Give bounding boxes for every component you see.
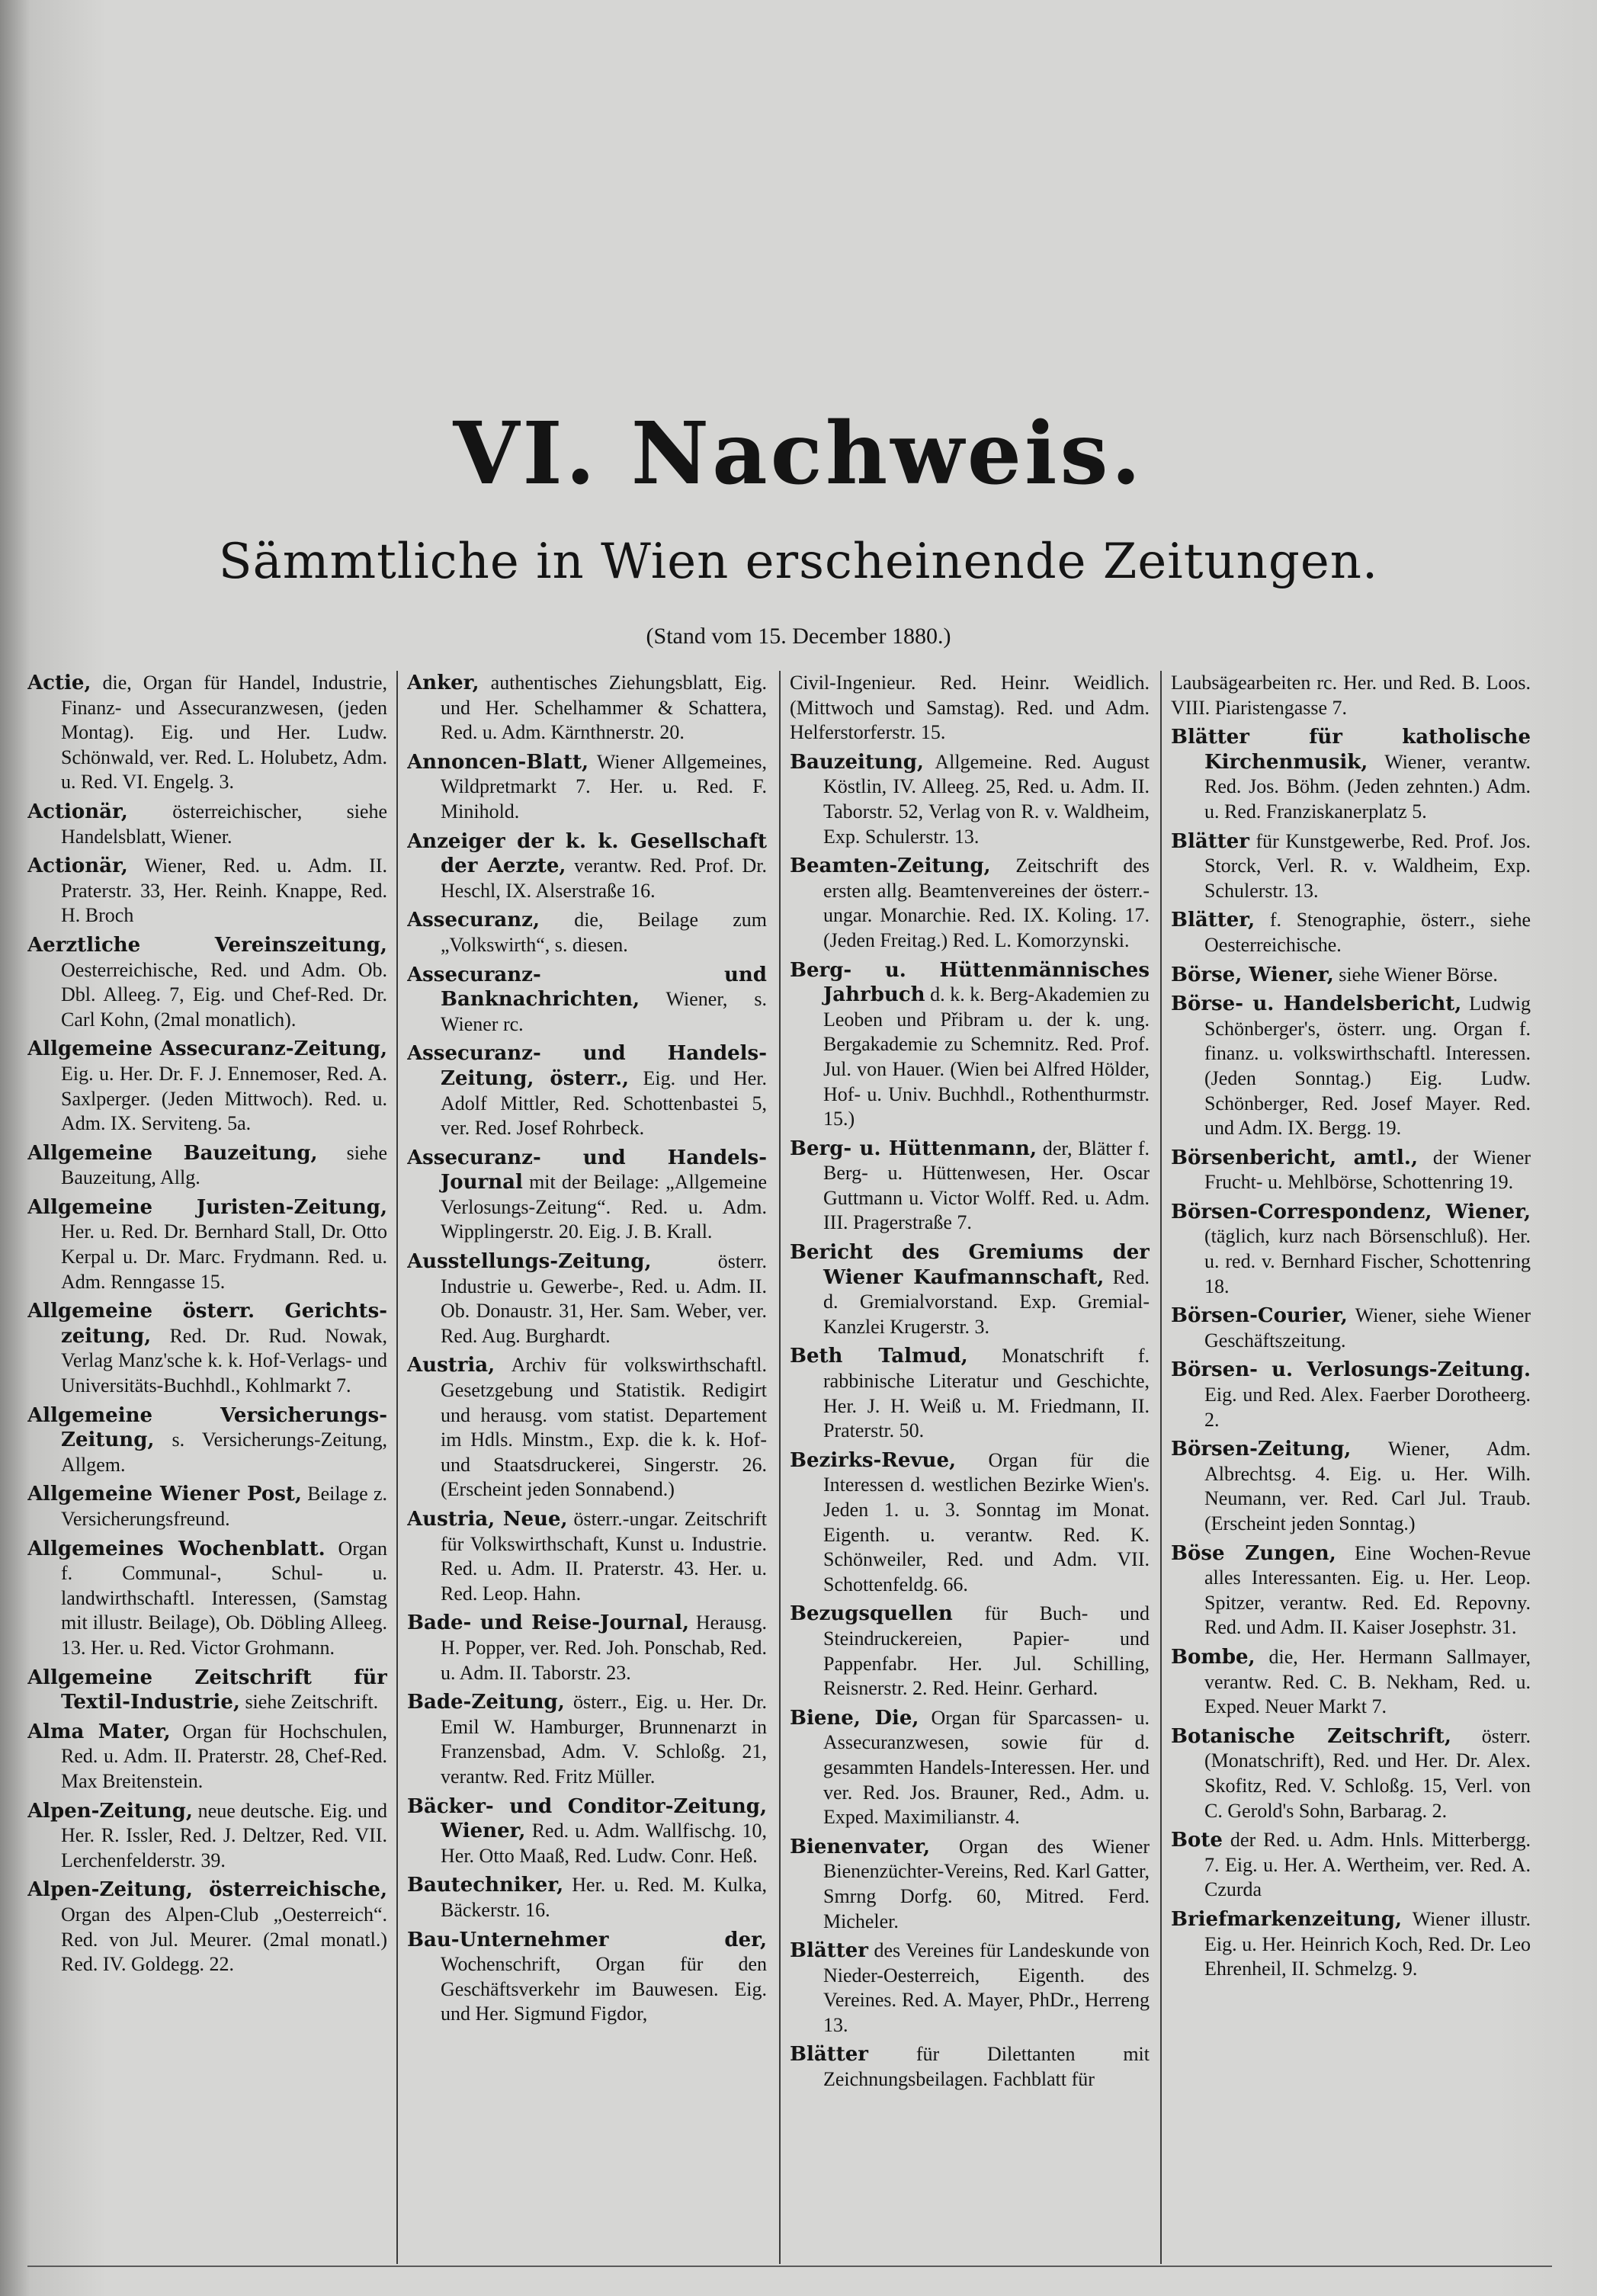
directory-entry xyxy=(407,750,767,825)
directory-entry xyxy=(407,1507,767,1606)
directory-entry xyxy=(790,1835,1150,1934)
entry-title: Anker, xyxy=(407,672,479,694)
entry-title: Berg- u. Hüttenmännisches Jahrbuch xyxy=(790,958,1150,1007)
entry-text: Herausg. H. Popper, ver. Red. Joh. Ponschab, Red. u. Adm. II. Taborstr. 23. xyxy=(441,1611,767,1684)
directory-entry xyxy=(27,1403,387,1478)
directory-entry xyxy=(1171,1146,1531,1195)
entry-title: Assecuranz- und Handels-Journal xyxy=(407,1146,767,1194)
entry-text: Red. Dr. Rud. Nowak, Verlag Manz'sche k. k. Hof-Verlags- und Universitäts-Buchhdl., Kohlmarkt 7. xyxy=(61,1324,387,1397)
directory-entry xyxy=(790,2042,1150,2092)
entry-title: Alma Mater, xyxy=(27,1720,171,1743)
directory-entry xyxy=(407,1690,767,1789)
entry-text: Wiener illustr. Eig. u. Her. Heinrich Koch, Red. Dr. Leo Ehrenheil, II. Schmelzg. 9. xyxy=(1204,1907,1531,1980)
entry-title: Botanische Zeitschrift, xyxy=(1171,1724,1451,1748)
entry-text: Zeitschrift des ersten allg. Beamtenvereines der österr.-ungar. Monarchie. Red. IX. Koling. 17. (Jeden Freitag.) Red. L. Komorzynski. xyxy=(823,855,1150,951)
entry-text: die, Beilage zum „Volkswirth“, s. diesen. xyxy=(441,909,767,956)
directory-entry xyxy=(27,671,387,795)
entry-text: Archiv für volkswirthschaftl. Gesetzgebung und Statistik. Redigirt und herausg. vom statist. Departement im Hdls. Minstm., Exp. die k. k. Hof- und Staatsdruckerei, Singerstr. 26. (Erscheint jeden Sonnabend.) xyxy=(441,1354,767,1501)
directory-entry xyxy=(27,1666,387,1715)
entry-title: Börsenbericht, amtl., xyxy=(1171,1146,1418,1169)
directory-entry xyxy=(1171,1358,1531,1432)
entry-text: österr. Industrie u. Gewerbe-, Red. u. Adm. II. Ob. Donaustr. 31, Her. Sam. Weber, ver. Red. Aug. Burghardt. xyxy=(441,1250,767,1347)
entry-title: Austria, Neue, xyxy=(407,1508,568,1531)
entry-title: Bezirks-Revue, xyxy=(790,1448,957,1472)
entry-title: Bericht des Gremiums der Wiener Kaufmannschaft, xyxy=(790,1241,1150,1289)
entry-text: Organ für Sparcassen- u. Assecuranzwesen, sowie für d. gesammten Handels-Interessen. Her. und ver. Red. Jos. Brauner, Red., Adm. u. Exped. Maximilianstr. 4. xyxy=(823,1706,1150,1829)
entry-title: Bauzeitung, xyxy=(790,750,924,774)
directory-entry xyxy=(1171,829,1531,904)
directory-entry xyxy=(407,1249,767,1348)
entry-text: authentisches Ziehungsblatt, Eig. und Her. Schelhammer & Schattera, Red. u. Adm. Kärnthnerstr. 20. xyxy=(441,672,767,744)
entry-title: Bienenvater, xyxy=(790,1835,931,1858)
entry-title: Assecuranz- und Handels-Zeitung, österr., xyxy=(407,1042,767,1090)
entry-text: österr. (Monatschrift), Red. und Her. Dr. Alex. Skofitz, Red. V. Schloßg. 15, Verl. von C. Gerold's Sohn, Barbarag. 2. xyxy=(1204,1724,1531,1822)
entry-title: Beamten-Zeitung, xyxy=(790,855,991,878)
entry-text: die, Organ für Handel, Industrie, Finanz- und Assecuranzwesen, (jeden Montag). Eig. und Her. Ludw. Schönwald, ver. Red. L. Holubetz, Adm. u. Red. VI. Engelg. 3. xyxy=(61,672,387,794)
directory-entry xyxy=(1171,1828,1531,1903)
entry-title: Actie, xyxy=(27,672,91,694)
column-rule xyxy=(396,671,398,2264)
directory-entry xyxy=(1171,908,1531,957)
column-2 xyxy=(407,671,767,2264)
entry-text: Monatschrift f. rabbinische Literatur und Geschichte, Her. J. H. Weiß u. M. Friedmann, II. Praterstr. 50. xyxy=(823,1345,1150,1442)
entry-text: der Wiener Frucht- u. Mehlbörse, Schottenring 19. xyxy=(1204,1146,1531,1194)
directory-entry xyxy=(790,1602,1150,1701)
entry-title: Bade- und Reise-Journal, xyxy=(407,1611,690,1635)
directory-entry xyxy=(27,1720,387,1794)
entry-text: f. Stenographie, österr., siehe Oesterreichische. xyxy=(1204,909,1531,956)
entry-text: der, Blätter f. Berg- u. Hüttenwesen, Her. Oscar Guttmann u. Victor Wolff. Red. u. Adm. III. Pragerstraße 7. xyxy=(823,1137,1150,1234)
entry-text: verantw. Red. Prof. Dr. Heschl, IX. Alserstraße 16. xyxy=(441,855,767,902)
entry-text: österreichischer, siehe Handelsblatt, Wiener. xyxy=(61,800,387,848)
entry-title: Börsen-Courier, xyxy=(1171,1304,1348,1328)
directory-entry xyxy=(407,1873,767,1922)
entry-title: Austria, xyxy=(407,1354,495,1377)
directory-entry xyxy=(1171,1200,1531,1299)
directory-entry xyxy=(27,1799,387,1874)
directory-entry xyxy=(790,1938,1150,2038)
directory-entry xyxy=(407,1041,767,1140)
entry-text: Ludwig Schönberger's, österr. ung. Organ f. finanz. u. volkswirthschaftl. Interessen. (Jeden Sonntag.) Eig. Ludw. Schönberger, Red. Josef Mayer. Red. und Adm. IX. Bergg. 19. xyxy=(1204,992,1531,1140)
entry-title: Bau-Unternehmer der, xyxy=(407,1928,767,1951)
directory-entry xyxy=(1171,1304,1531,1353)
entry-title: Böse Zungen, xyxy=(1171,1541,1336,1565)
entry-text: Wiener, Red. u. Adm. II. Praterstr. 33, Her. Reinh. Knappe, Red. H. Broch xyxy=(61,855,387,927)
entry-title: Assecuranz, xyxy=(407,909,540,932)
directory-entry xyxy=(790,854,1150,953)
entry-text: Red. d. Gremialvorstand. Exp. Gremial-Kanzlei Krugerstr. 3. xyxy=(823,1265,1150,1338)
entry-title: Börsen-Correspondenz, Wiener, xyxy=(1171,1200,1531,1223)
entry-text: Eig. u. Her. Dr. F. J. Ennemoser, Red. A. Saxlperger. (Jeden Mittwoch). Red. u. Adm. IX. Serviteng. 5a. xyxy=(61,1062,387,1135)
directory-entry xyxy=(1171,725,1531,824)
entry-text: Organ für Hochschulen, Red. u. Adm. II. Praterstr. 28, Chef-Red. Max Breitenstein. xyxy=(61,1720,387,1792)
directory-entry xyxy=(1171,1437,1531,1536)
entry-text: Her. u. Red. Dr. Bernhard Stall, Dr. Otto Kerpal u. Dr. Marc. Frydmann. Red. u. Adm. Renngasse 15. xyxy=(61,1220,387,1293)
entry-title: Actionär, xyxy=(27,800,128,823)
page-title: VI. Nachweis. xyxy=(453,404,1144,504)
entry-text: mit der Beilage: „Allgemeine Verlosungs-Zeitung“. Red. u. Adm. Wipplingerstr. 20. Eig. J. B. Krall. xyxy=(441,1171,767,1243)
directory-entry xyxy=(1171,1541,1531,1640)
entry-title: Beth Talmud, xyxy=(790,1345,968,1368)
entry-title: Börsen-Zeitung, xyxy=(1171,1438,1352,1461)
directory-entry xyxy=(1171,1645,1531,1720)
entry-text: für Buch- und Steindruckereien, Papier- und Pappenfabr. Her. Jul. Schilling, Reisnerstr. 2. Red. Heinr. Gerhard. xyxy=(823,1602,1150,1700)
date-line: (Stand vom 15. December 1880.) xyxy=(646,624,951,649)
entry-title: Annoncen-Blatt, xyxy=(407,750,589,774)
entry-text: Wiener Allgemeines, Wildpretmarkt 7. Her. u. Red. F. Minihold. xyxy=(441,750,767,823)
entry-text: für Kunstgewerbe, Red. Prof. Jos. Storck, Verl. R. v. Waldheim, Exp. Schulerstr. 13. xyxy=(1204,829,1531,902)
directory-entry xyxy=(790,1448,1150,1598)
directory-entry xyxy=(407,829,767,904)
entry-title: Bautechniker, xyxy=(407,1874,564,1897)
directory-entry xyxy=(1171,671,1531,720)
entry-text: Wiener, verantw. Red. Jos. Böhm. (Jeden zehnten.) Adm. u. Red. Franziskanerplatz 5. xyxy=(1204,750,1531,823)
entry-text: (täglich, kurz nach Börsenschluß). Her. u. red. v. Bernhard Fischer, Schottenring 18. xyxy=(1204,1225,1531,1297)
directory-entry xyxy=(407,908,767,957)
entry-title: Börsen- u. Verlosungs-Zeitung. xyxy=(1171,1358,1531,1382)
column-4 xyxy=(1171,671,1531,2264)
directory-entry xyxy=(407,1611,767,1685)
entry-text: der Red. u. Adm. Hnls. Mitterbergg. 7. Eig. u. Her. A. Wertheim, ver. Red. A. Czurda xyxy=(1204,1829,1531,1901)
entry-title: Börse, Wiener, xyxy=(1171,963,1334,986)
entry-text: s. Versicherungs-Zeitung, Allgem. xyxy=(61,1429,387,1476)
directory-entry xyxy=(790,750,1150,849)
entry-text: Wiener, Adm. Albrechtsg. 4. Eig. u. Her. Wilh. Neumann, ver. Red. Carl Jul. Traub. (Erscheint jeden Sonntag.) xyxy=(1204,1438,1531,1534)
entry-text: Eig. und Her. Adolf Mittler, Red. Schottenbastei 5, ver. Red. Josef Rohrbeck. xyxy=(441,1066,767,1140)
column-1 xyxy=(27,671,387,2264)
directory-entry xyxy=(407,671,767,746)
directory-entry xyxy=(27,800,387,849)
directory-entry xyxy=(27,854,387,928)
column-rule xyxy=(1160,671,1162,2264)
directory-entry xyxy=(1171,992,1531,1141)
entry-title: Blätter, xyxy=(1171,909,1255,932)
entry-title: Ausstellungs-Zeitung, xyxy=(407,1250,652,1274)
newspaper-directory xyxy=(27,671,1552,2264)
entry-title: Blätter xyxy=(1171,829,1249,853)
entry-title: Börse- u. Handelsbericht, xyxy=(1171,992,1462,1016)
entry-title: Assecuranz- und Banknachrichten, xyxy=(407,963,767,1012)
entry-title: Allgemeine Zeitschrift für Textil-Industrie, xyxy=(27,1666,387,1714)
entry-title: Bade-Zeitung, xyxy=(407,1691,565,1714)
entry-text: Red. u. Adm. Wallfischg. 10, Her. Otto Maaß, Red. Ludw. Conr. Heß. xyxy=(441,1820,767,1867)
entry-title: Blätter xyxy=(790,1939,868,1963)
entry-text: siehe Bauzeitung, Allg. xyxy=(61,1141,387,1189)
entry-text: Wochenschrift, Organ für den Geschäftsverkehr im Bauwesen. Eig. und Her. Sigmund Figdor, xyxy=(441,1953,767,2025)
entry-title: Bombe, xyxy=(1171,1645,1255,1669)
directory-entry xyxy=(27,1482,387,1531)
entry-text: die, Her. Hermann Sallmayer, verantw. Red. C. B. Nekham, Red. u. Exped. Neuer Markt 7. xyxy=(1204,1645,1531,1718)
entry-title: Allgemeine österr. Gerichts-zeitung, xyxy=(27,1300,387,1348)
entry-text: Oesterreichische, Red. und Adm. Ob. Dbl. Alleeg. 7, Eig. und Chef-Red. Dr. Carl Kohn, (2mal monatlich). xyxy=(61,958,387,1031)
entry-text: Wiener, siehe Wiener Geschäftszeitung. xyxy=(1204,1304,1531,1352)
entry-text: für Dilettanten mit Zeichnungsbeilagen. Fachblatt für xyxy=(823,2043,1150,2091)
directory-entry xyxy=(27,1037,387,1136)
directory-entry xyxy=(790,1706,1150,1830)
entry-title: Blätter xyxy=(790,2043,868,2067)
entry-text: Civil-Ingenieur. Red. Heinr. Weidlich. (Mittwoch und Samstag). Red. und Adm. Helferstorferstr. 15. xyxy=(790,672,1150,744)
entry-title: Bezugsquellen xyxy=(790,1602,953,1626)
directory-entry xyxy=(27,1141,387,1191)
directory-entry xyxy=(27,1195,387,1294)
entry-title: Biene, Die, xyxy=(790,1706,919,1730)
directory-entry xyxy=(27,1537,387,1661)
entry-title: Allgemeine Wiener Post, xyxy=(27,1483,302,1506)
directory-entry xyxy=(790,1344,1150,1443)
entry-text: Beilage z. Versicherungsfreund. xyxy=(61,1483,387,1530)
entry-title: Allgemeine Versicherungs-Zeitung, xyxy=(27,1403,387,1452)
entry-text: siehe Zeitschrift. xyxy=(245,1691,379,1714)
entry-text: des Vereines für Landeskunde von Nieder-Oesterreich, Eigenth. des Vereines. Red. A. Mayer, PhDr., Herreng 13. xyxy=(823,1939,1150,2036)
directory-entry xyxy=(407,963,767,1037)
entry-title: Bäcker- und Conditor-Zeitung, Wiener, xyxy=(407,1794,767,1843)
directory-entry xyxy=(407,1146,767,1245)
column-3 xyxy=(790,671,1150,2264)
entry-title: Blätter für katholische Kirchenmusik, xyxy=(1171,726,1531,774)
directory-entry xyxy=(1171,1724,1531,1823)
entry-text: Eig. und Red. Alex. Faerber Dorotheerg. 2. xyxy=(1204,1384,1531,1431)
directory-entry xyxy=(407,1794,767,1869)
entry-text: Organ des Wiener Bienenzüchter-Vereins, Red. Karl Gatter, Smrng Dorfg. 60, Mitred. Ferd. Micheler. xyxy=(823,1835,1150,1932)
entry-text: Allgemeine. Red. August Köstlin, IV. Alleeg. 25, Red. u. Adm. II. Taborstr. 52, Verlag von R. v. Waldheim, Exp. Schulerstr. 13. xyxy=(823,750,1150,848)
directory-entry xyxy=(790,671,1150,746)
entry-text: Organ des Alpen-Club „Oesterreich“. Red. von Jul. Meurer. (2mal monatl.) Red. IV. Goldegg. 22. xyxy=(61,1903,387,1976)
entry-text: neue deutsche. Eig. und Her. R. Issler, Red. J. Deltzer, Red. VII. Lerchenfelderstr. 39. xyxy=(61,1799,387,1871)
entry-title: Briefmarkenzeitung, xyxy=(1171,1907,1403,1931)
entry-text: Organ f. Communal-, Schul- u. landwirthschaftl. Interessen, (Samstag mit illustr. Beilage), Ob. Döbling Alleeg. 13. Her. u. Red. Victor Grohmann. xyxy=(61,1537,387,1659)
entry-text: Laubsägearbeiten rc. Her. und Red. B. Loos. VIII. Piaristengasse 7. xyxy=(1171,672,1531,719)
directory-entry xyxy=(1171,963,1531,988)
page-subtitle: Sämmtliche in Wien erscheinende Zeitungen. xyxy=(218,534,1379,590)
bottom-rule xyxy=(27,2266,1552,2267)
directory-entry xyxy=(790,958,1150,1132)
column-rule xyxy=(779,671,781,2264)
entry-title: Allgemeine Assecuranz-Zeitung, xyxy=(27,1037,387,1061)
entry-text: d. k. k. Berg-Akademien zu Leoben und Přibram u. der k. ung. Bergakademie zu Schemnitz. Red. Prof. Jul. von Hauer. (Wien bei Alfred Hölder, Hof- u. Univ. Buchhdl., Rothenthurmstr. 15.) xyxy=(823,983,1150,1130)
directory-entry xyxy=(790,1240,1150,1339)
entry-title: Actionär, xyxy=(27,855,128,878)
directory-entry xyxy=(407,1928,767,2027)
entry-title: Alpen-Zeitung, österreichische, xyxy=(27,1878,387,1902)
entry-title: Berg- u. Hüttenmann, xyxy=(790,1137,1037,1160)
entry-title: Aerztliche Vereinszeitung, xyxy=(27,933,387,957)
directory-entry xyxy=(27,1878,387,1977)
entry-text: Organ für die Interessen d. westlichen Bezirke Wien's. Jeden 1. u. 3. Sonntag im Monat. Eigenth. u. verantw. Red. K. Schönweiler, Red. und Adm. VII. Schottenfeldg. 66. xyxy=(823,1448,1150,1595)
entry-text: österr.-ungar. Zeitschrift für Volkswirthschaft, Kunst u. Industrie. Red. u. Adm. II. Praterstr. 43. Her. u. Red. Leop. Hahn. xyxy=(441,1508,767,1605)
directory-entry xyxy=(1171,1907,1531,1982)
entry-title: Alpen-Zeitung, xyxy=(27,1799,193,1823)
directory-entry xyxy=(407,1353,767,1502)
entry-text: Wiener, s. Wiener rc. xyxy=(441,988,767,1035)
entry-text: Her. u. Red. M. Kulka, Bäckerstr. 16. xyxy=(441,1874,767,1921)
entry-title: Bote xyxy=(1171,1829,1223,1852)
entry-text: österr., Eig. u. Her. Dr. Emil W. Hamburger, Brunnenarzt in Franzensbad, Adm. V. Schloßg. 21, verantw. Red. Fritz Müller. xyxy=(441,1691,767,1788)
entry-text: Eine Wochen-Revue alles Interessanten. Eig. u. Her. Leop. Spitzer, verantw. Red. Ed. Repovny. Red. und Adm. II. Kaiser Josephstr. 31. xyxy=(1204,1541,1531,1639)
directory-entry xyxy=(790,1137,1150,1236)
directory-entry xyxy=(27,933,387,1032)
directory-entry xyxy=(27,1299,387,1398)
entry-title: Allgemeines Wochenblatt. xyxy=(27,1537,325,1560)
entry-title: Anzeiger der k. k. Gesellschaft der Aerzte, xyxy=(407,829,767,878)
entry-title: Allgemeine Bauzeitung, xyxy=(27,1141,318,1165)
entry-text: siehe Wiener Börse. xyxy=(1339,963,1498,986)
entry-title: Allgemeine Juristen-Zeitung, xyxy=(27,1195,387,1219)
